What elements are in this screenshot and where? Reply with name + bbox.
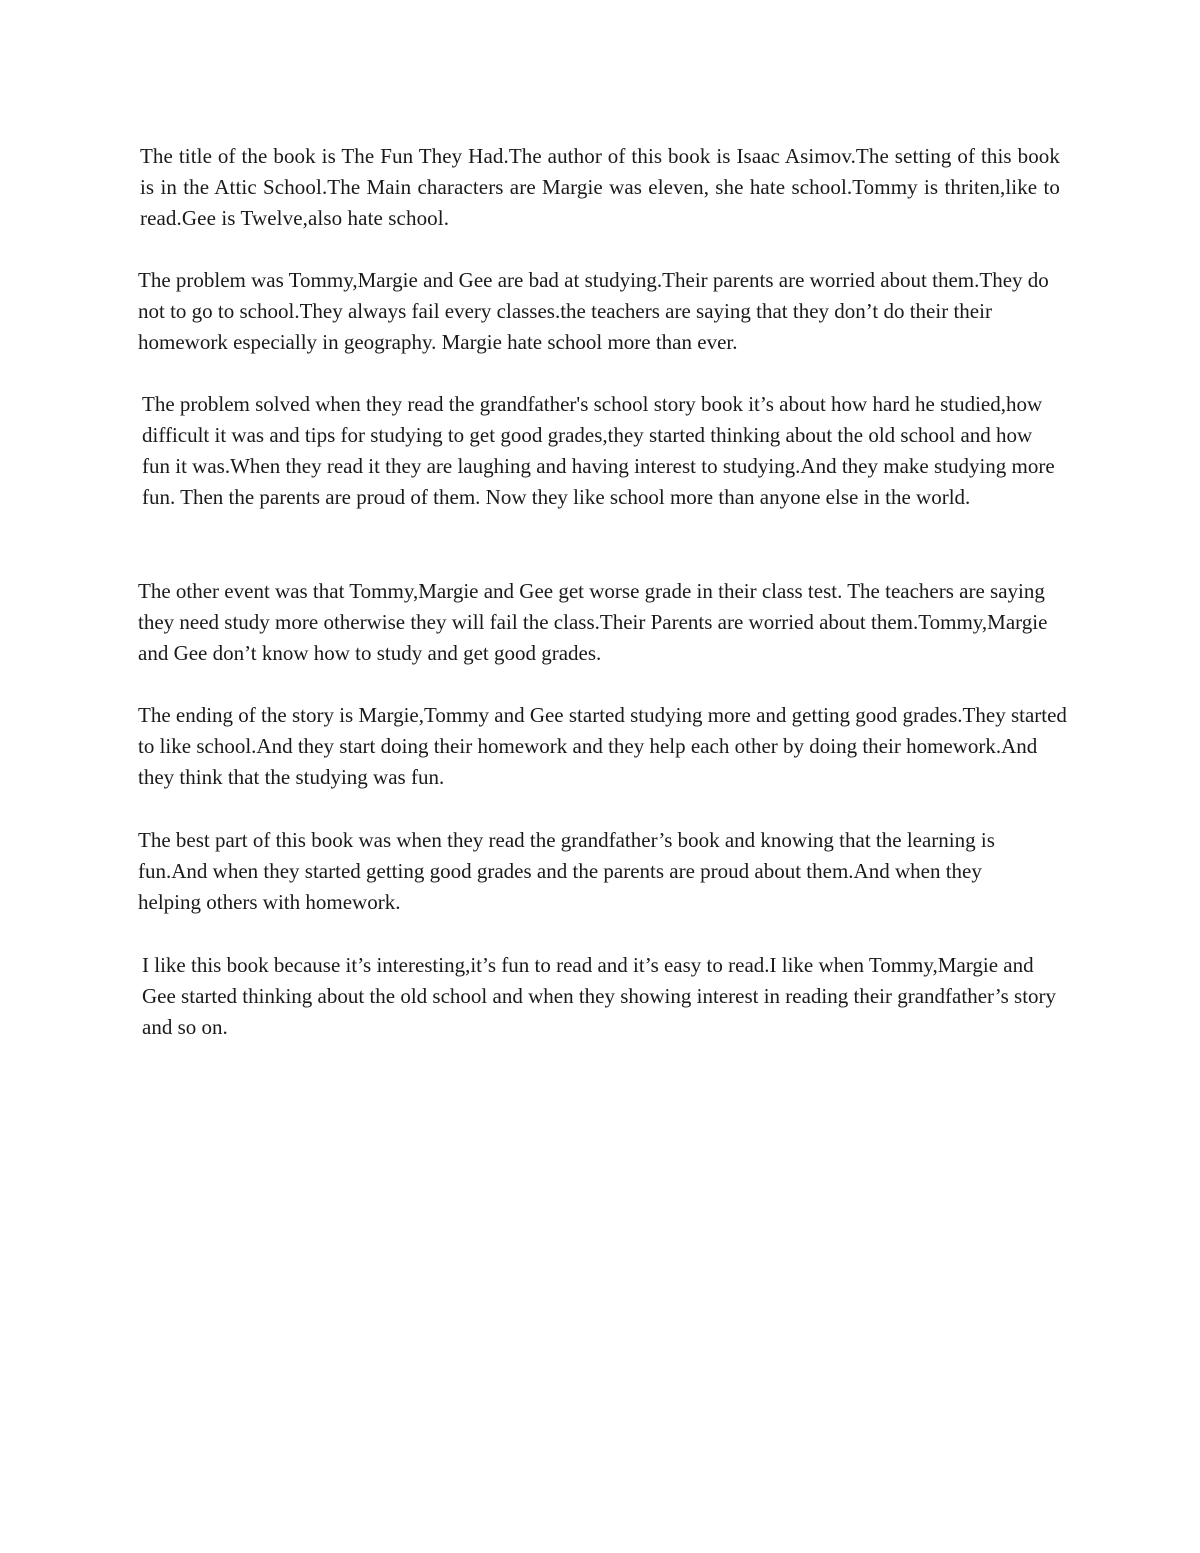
paragraph-solution: The problem solved when they read the grandfather's school story book it’s about how hard he studied,how difficult it was and tips for studying to get good grades,they started thinking about the old school and how fun it was.When they read it they are laughing and having interest to studying.And they make studying more fun. Then the parents are proud of them. Now they like school more than anyone else in the world. [142, 392, 1055, 509]
paragraph-problem: The problem was Tommy,Margie and Gee are bad at studying.Their parents are worried about them.They do not to go to school.They always fail every classes.the teachers are saying that they don’t do their their homework especially in geography. Margie hate school more than ever. [138, 268, 1049, 354]
paragraph-ending: The ending of the story is Margie,Tommy and Gee started studying more and getting good grades.They started to like school.And they start doing their homework and they help each other by doing their homework.And they think that the studying was fun. [138, 703, 1067, 789]
paragraph-other-event: The other event was that Tommy,Margie and Gee get worse grade in their class test. The teachers are saying they need study more otherwise they will fail the class.Their Parents are worried about them.Tommy,Margie and Gee don’t know how to study and get good grades. [138, 579, 1048, 665]
paragraph-best-part: The best part of this book was when they read the grandfather’s book and knowing that the learning is fun.And when they started getting good grades and the parents are proud about them.And when they helping others with homework. [138, 828, 995, 914]
paragraph-opinion: I like this book because it’s interesting,it’s fun to read and it’s easy to read.I like when Tommy,Margie and Gee started thinking about the old school and when they showing interest in reading their grandfather’s story and so on. [142, 953, 1057, 1039]
paragraph-introduction: The title of the book is The Fun They Had.The author of this book is Isaac Asimov.The setting of this book is in the Attic School.The Main characters are Margie was eleven, she hate school.Tommy is thriten,like to read.Gee is Twelve,also hate school. [140, 144, 1060, 230]
